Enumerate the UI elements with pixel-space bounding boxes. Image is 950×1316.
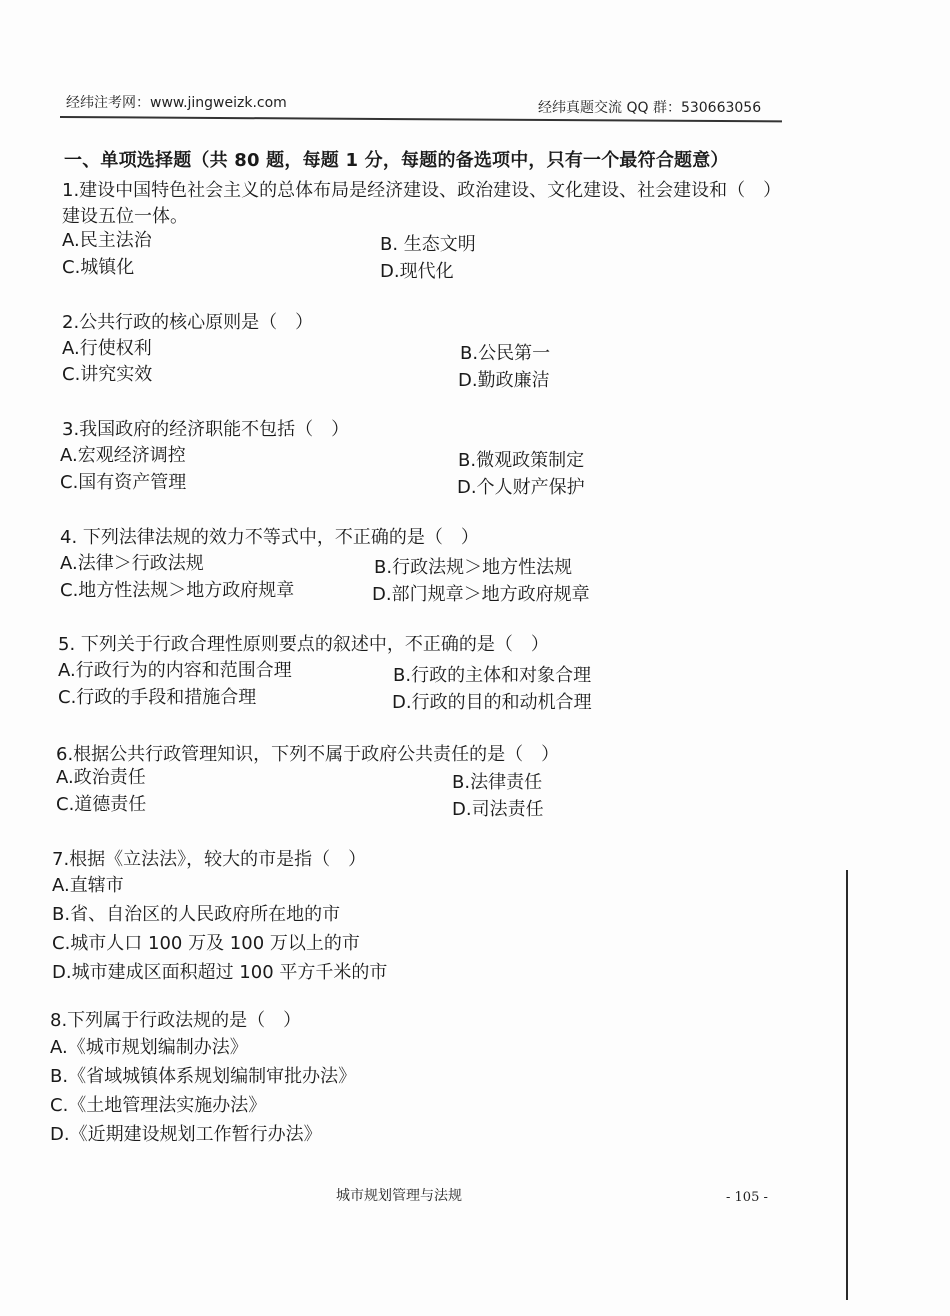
question-1-option-d: D.现代化 [380,261,454,282]
question-2-option-a: A.行使权利 [62,338,152,359]
question-1 [62,178,782,230]
question-7-option-b: B.省、自治区的人民政府所在地的市 [52,904,341,925]
footer-page-number: - 105 - [726,1190,768,1205]
question-5-option-a: A.行政行为的内容和范围合理 [58,660,292,681]
scan-edge-line [846,870,848,1300]
question-6-option-c: C.道德责任 [56,794,147,815]
question-6-stem: 6.根据公共行政管理知识，下列不属于政府公共责任的是（ ） [56,744,560,765]
question-3-option-c: C.国有资产管理 [60,472,187,493]
question-3-stem: 3.我国政府的经济职能不包括（ ） [62,419,350,440]
question-3-option-d: D.个人财产保护 [457,477,585,498]
question-6-option-b: B.法律责任 [452,772,543,793]
question-5-option-c: C.行政的手段和措施合理 [58,687,257,708]
question-1-option-c: C.城镇化 [62,257,135,278]
section-title: 一、单项选择题（共 80 题，每题 1 分，每题的备选项中，只有一个最符合题意） [64,150,729,171]
question-3 [62,417,782,443]
question-5-option-d: D.行政的目的和动机合理 [392,692,592,713]
question-1-option-a: A.民主法治 [62,230,152,251]
question-8-option-b: B.《省域城镇体系规划编制审批办法》 [50,1066,357,1087]
question-6-option-a: A.政治责任 [56,767,146,788]
question-4-option-c: C.地方性法规＞地方政府规章 [60,580,295,601]
question-7-stem: 7.根据《立法法》，较大的市是指（ ） [52,849,367,870]
question-2-option-c: C.讲究实效 [62,364,153,385]
question-7-option-d: D.城市建成区面积超过 100 平方千米的市 [52,962,388,983]
question-1-option-b: B. 生态文明 [380,234,476,255]
question-6 [56,742,776,768]
question-8-option-c: C.《土地管理法实施办法》 [50,1095,267,1116]
header-site-name: 经纬注考网：www.jingweizk.com [66,95,287,111]
question-4-option-b: B.行政法规＞地方性法规 [374,557,573,578]
question-6-option-d: D.司法责任 [452,799,544,820]
question-3-option-b: B.微观政策制定 [458,450,585,471]
question-8-option-d: D.《近期建设规划工作暂行办法》 [50,1124,322,1145]
question-7 [52,847,772,873]
question-7-options [52,871,387,987]
question-7-option-c: C.城市人口 100 万及 100 万以上的市 [52,933,360,954]
question-2-option-d: D.勤政廉洁 [458,370,550,391]
question-4-stem: 4. 下列法律法规的效力不等式中，不正确的是（ ） [60,527,479,548]
question-8-options [50,1033,356,1149]
question-5-stem: 5. 下列关于行政合理性原则要点的叙述中，不正确的是（ ） [58,634,549,655]
question-4 [60,525,780,551]
question-3-option-a: A.宏观经济调控 [60,445,186,466]
question-2-option-b: B.公民第一 [460,343,551,364]
header-qq-group: 经纬真题交流 QQ 群：530663056 [538,100,762,116]
question-4-option-a: A.法律＞行政法规 [60,553,204,574]
question-8-option-a: A.《城市规划编制办法》 [50,1037,248,1058]
question-5-option-b: B.行政的主体和对象合理 [393,665,592,686]
question-5 [58,632,778,658]
question-2 [62,310,782,336]
footer-book-title: 城市规划管理与法规 [336,1188,462,1204]
question-7-option-a: A.直辖市 [52,875,124,896]
question-8-stem: 8.下列属于行政法规的是（ ） [50,1010,302,1031]
question-2-stem: 2.公共行政的核心原则是（ ） [62,312,314,333]
question-8 [50,1008,770,1034]
question-1-stem: 1.建设中国特色社会主义的总体布局是经济建设、政治建设、文化建设、社会建设和（ ）建设五位一体。 [62,180,782,227]
question-4-option-d: D.部门规章＞地方政府规章 [372,584,590,605]
